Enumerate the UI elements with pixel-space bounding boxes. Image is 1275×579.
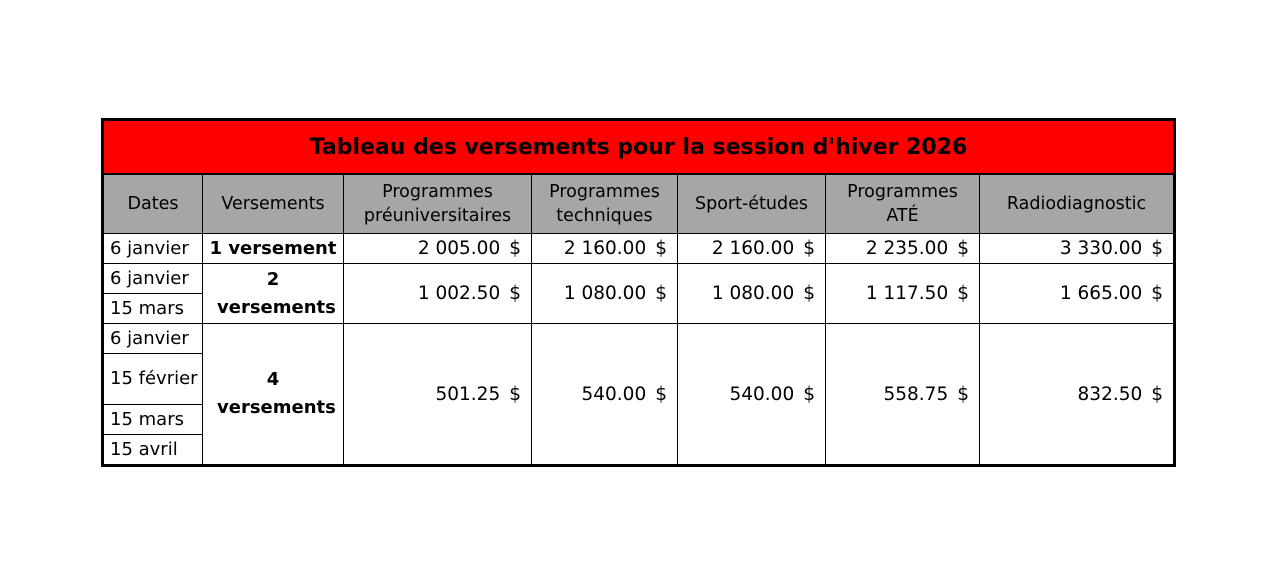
amount-cell <box>532 234 678 264</box>
currency-symbol: $ <box>803 238 815 259</box>
payment-table-container <box>101 118 1173 467</box>
amount-cell <box>980 324 1175 466</box>
date-cell: 6 janvier <box>103 264 203 294</box>
amount-cell <box>532 264 678 324</box>
versements-cell: 2 versements <box>203 264 344 324</box>
date-cell: 15 mars <box>103 405 203 435</box>
currency-symbol: $ <box>1151 283 1164 304</box>
amount-cell <box>678 324 826 466</box>
amount-cell <box>344 324 532 466</box>
header-techniques: Programmes techniques <box>532 174 678 234</box>
amount-cell <box>344 264 532 324</box>
amount-value: 540.00 <box>581 383 647 405</box>
amount-cell <box>826 264 980 324</box>
amount-cell <box>678 264 826 324</box>
currency-symbol: $ <box>1151 238 1164 259</box>
currency-symbol: $ <box>957 238 969 259</box>
currency-symbol: $ <box>655 238 667 259</box>
date-cell: 6 janvier <box>103 324 203 354</box>
table-row <box>103 264 1175 294</box>
header-row <box>103 174 1175 234</box>
currency-symbol: $ <box>509 383 521 405</box>
currency-symbol: $ <box>509 238 521 259</box>
currency-symbol: $ <box>655 383 667 405</box>
amount-value: 1 002.50 <box>417 283 501 304</box>
header-ate: Programmes ATÉ <box>826 174 980 234</box>
currency-symbol: $ <box>957 383 969 405</box>
amount-cell <box>826 234 980 264</box>
currency-symbol: $ <box>1151 383 1164 405</box>
amount-value: 501.25 <box>435 383 501 405</box>
currency-symbol: $ <box>803 383 815 405</box>
header-versements: Versements <box>203 174 344 234</box>
amount-value: 2 160.00 <box>711 238 795 259</box>
amount-value: 2 160.00 <box>563 238 647 259</box>
versements-cell: 1 versement <box>203 234 344 264</box>
date-cell: 15 mars <box>103 294 203 324</box>
currency-symbol: $ <box>803 283 815 304</box>
amount-cell <box>678 234 826 264</box>
amount-cell <box>532 324 678 466</box>
amount-cell <box>980 234 1175 264</box>
payment-schedule-table <box>101 118 1176 467</box>
amount-cell <box>344 234 532 264</box>
amount-value: 2 235.00 <box>865 238 949 259</box>
amount-value: 1 080.00 <box>711 283 795 304</box>
header-preuniversitaires: Programmes préuniversitaires <box>344 174 532 234</box>
title-row <box>103 120 1175 175</box>
currency-symbol: $ <box>655 283 667 304</box>
table-row <box>103 234 1175 264</box>
table-row <box>103 324 1175 354</box>
currency-symbol: $ <box>509 283 521 304</box>
amount-cell <box>826 324 980 466</box>
date-cell: 15 février <box>103 354 203 405</box>
header-sport-etudes: Sport-études <box>678 174 826 234</box>
date-cell: 15 avril <box>103 435 203 466</box>
versements-cell: 4 versements <box>203 324 344 466</box>
header-dates: Dates <box>103 174 203 234</box>
date-cell: 6 janvier <box>103 234 203 264</box>
amount-value: 2 005.00 <box>417 238 501 259</box>
amount-cell <box>980 264 1175 324</box>
amount-value: 1 080.00 <box>563 283 647 304</box>
amount-value: 3 330.00 <box>1059 238 1143 259</box>
amount-value: 540.00 <box>729 383 795 405</box>
table-title: Tableau des versements pour la session d'hiver 2026 <box>103 120 1175 175</box>
amount-value: 1 117.50 <box>865 283 949 304</box>
amount-value: 558.75 <box>883 383 949 405</box>
amount-value: 832.50 <box>1077 383 1143 405</box>
amount-value: 1 665.00 <box>1059 283 1143 304</box>
header-radiodiagnostic: Radiodiagnostic <box>980 174 1175 234</box>
currency-symbol: $ <box>957 283 969 304</box>
